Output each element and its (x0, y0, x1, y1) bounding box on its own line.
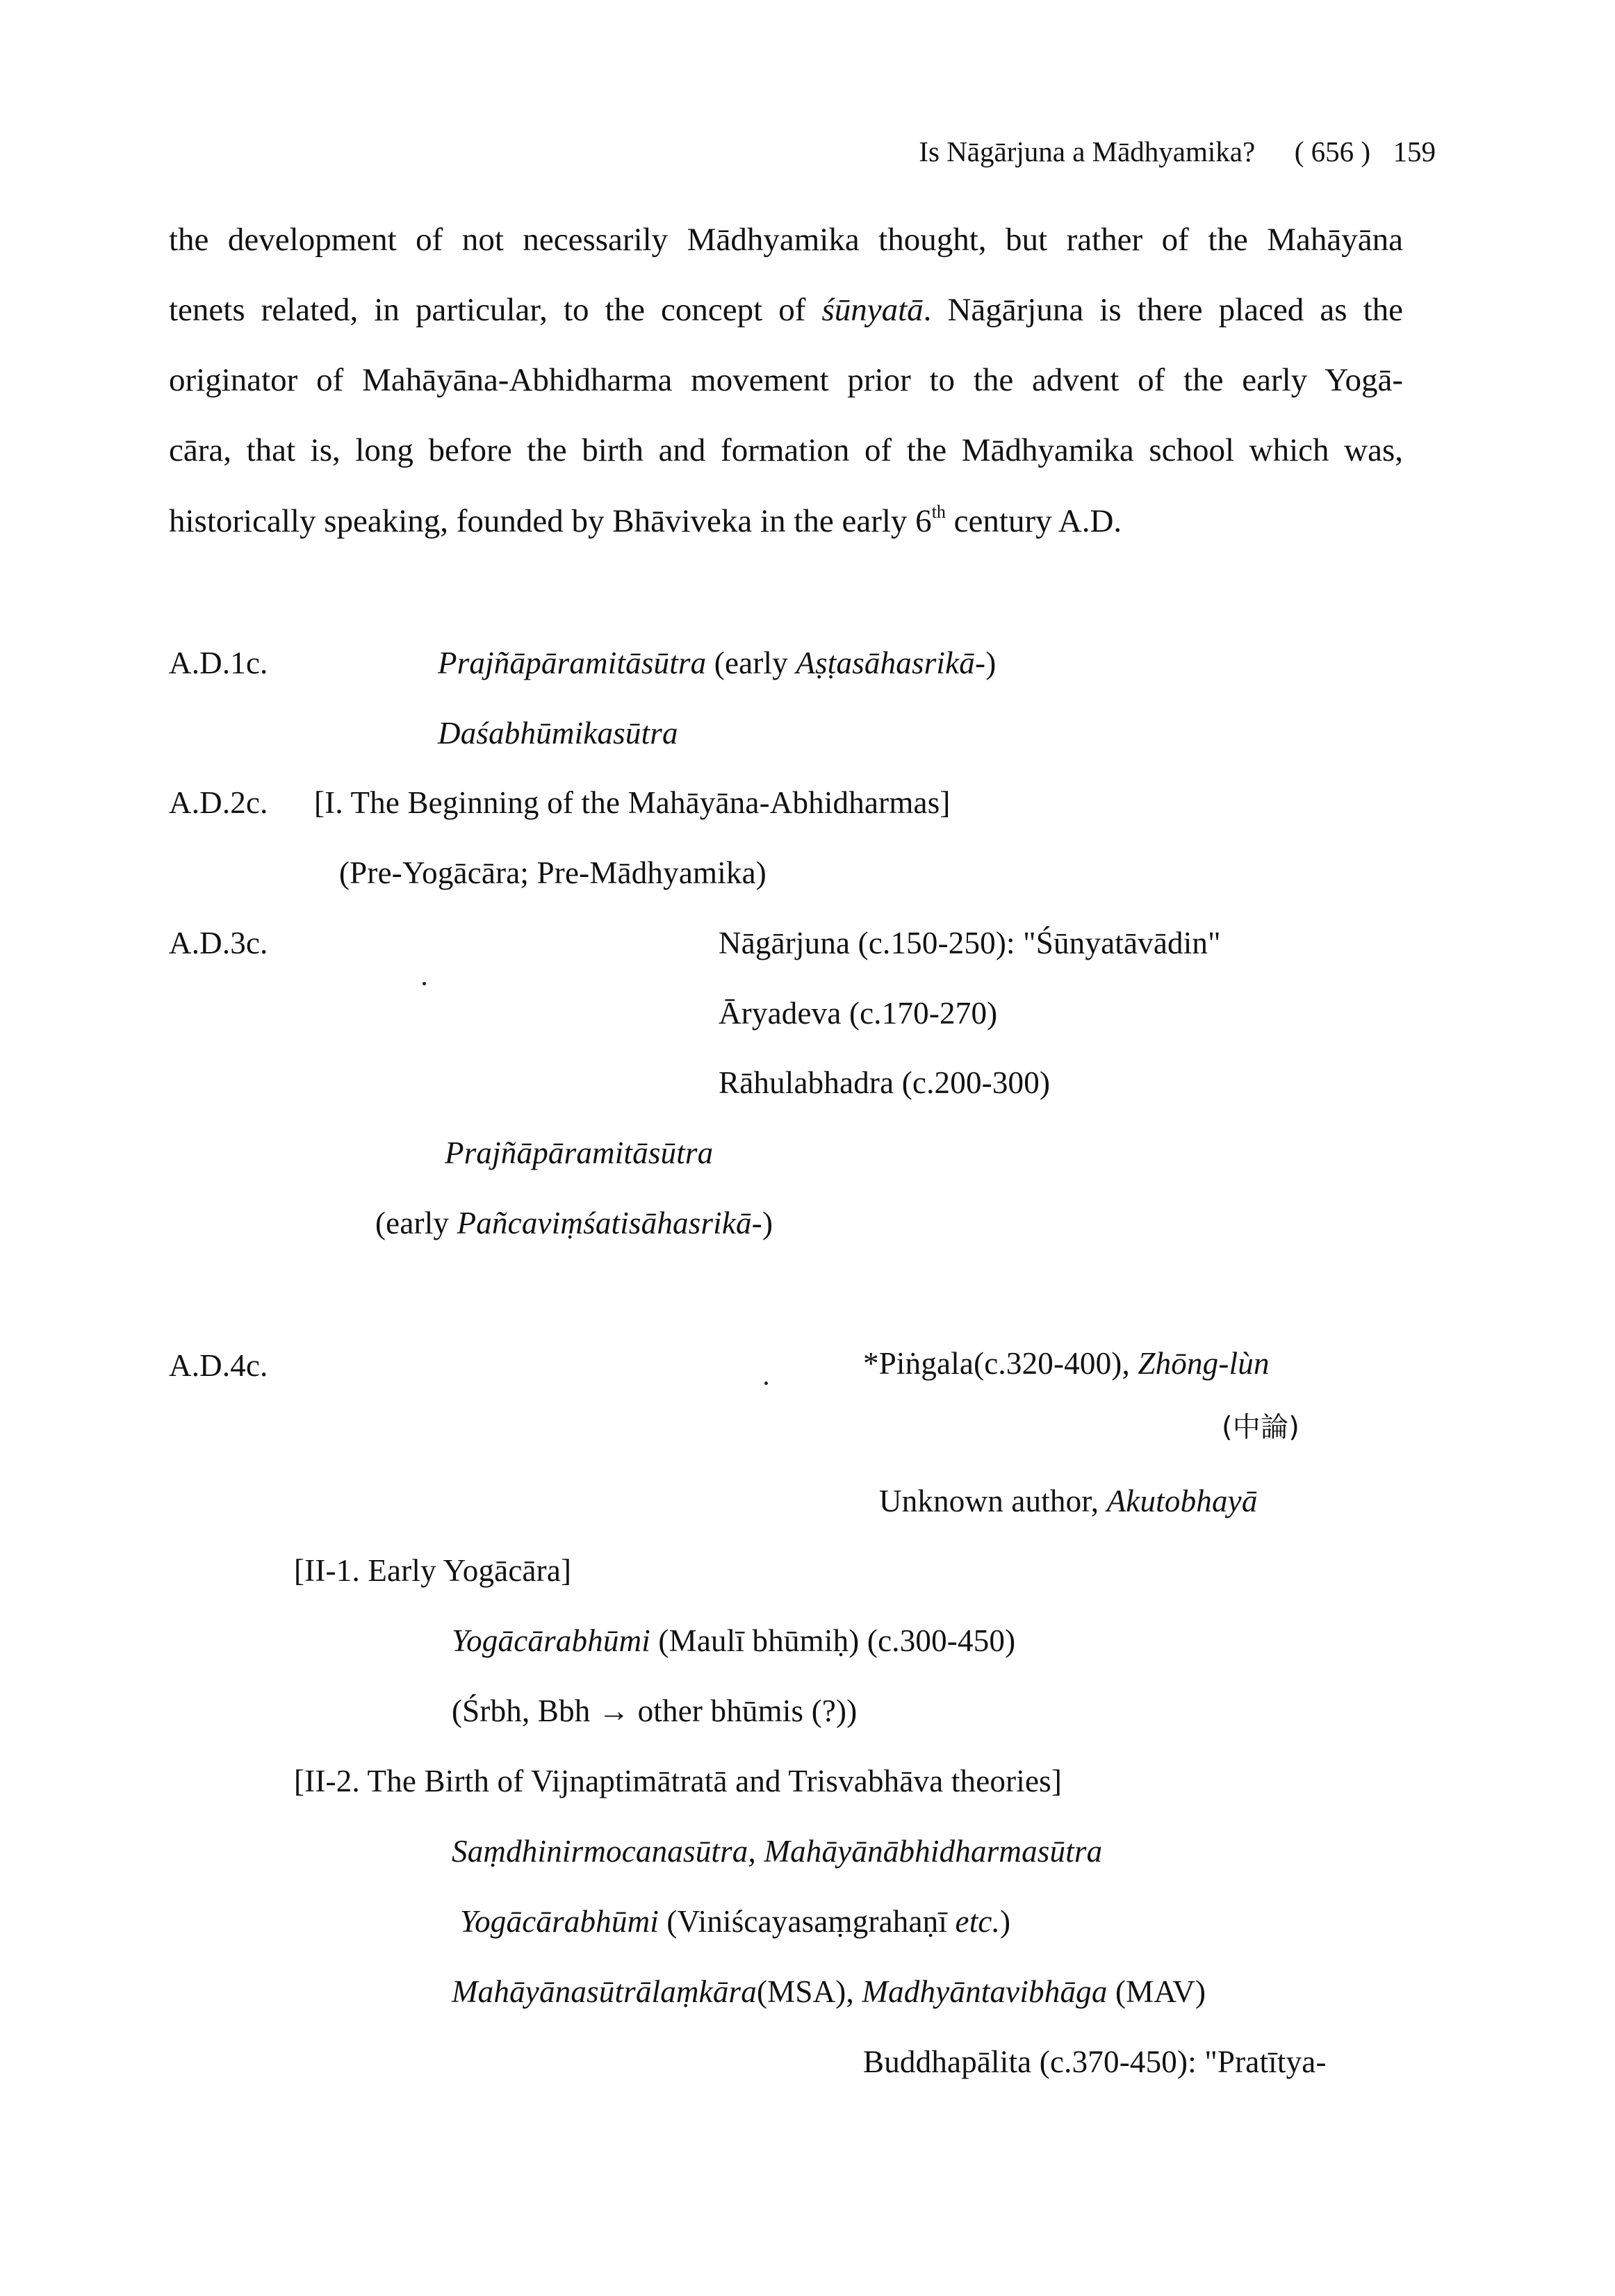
paragraph-line-3: originator of Mahāyāna-Abhidharma movement prior to the advent of the early Yogā- (169, 362, 1403, 398)
ordinal-suffix: th (931, 502, 946, 522)
entry-text: (early (706, 646, 796, 680)
section-heading-II-2: [II-2. The Birth of Vijnaptimātratā and Trisvabhāva theories] (294, 1764, 1063, 1798)
running-title: Is Nāgārjuna a Mādhyamika? (919, 136, 1256, 167)
entry-text: (Maulī bhūmiḥ) (c.300-450) (650, 1623, 1016, 1658)
entry-akutobhaya (879, 1486, 1258, 1517)
term-sunyata: śūnyatā (821, 292, 924, 328)
text-title: Pañcaviṃśatisāhasrikā- (457, 1206, 762, 1240)
entry-aryadeva: Āryadeva (c.170-270) (719, 996, 998, 1031)
entry-text: Unknown author, (879, 1484, 1107, 1518)
entry-yogacarabhumi-viniscaya (460, 1906, 1010, 1937)
paragraph-line-4: cāra, that is, long before the birth and formation of the Mādhyamika school which was, (169, 432, 1403, 468)
text-title: Aṣṭasāhasrikā- (796, 646, 986, 680)
entry-yogacarabhumi-mauli (452, 1625, 1015, 1657)
entry-nagarjuna: Nāgārjuna (c.150-250): "Śūnyatāvādin" (719, 926, 1221, 960)
paragraph-text: tenets related, in particular, to the concept of (169, 292, 822, 328)
century-label-1: A.D.1c. (169, 646, 268, 680)
entry-pingala (863, 1348, 1270, 1379)
entry-text: ) (762, 1206, 773, 1240)
text-title: Yogācārabhūmi (452, 1623, 650, 1658)
entry-text: ) (1000, 1904, 1011, 1939)
scan-speck (764, 1381, 768, 1385)
entry-text: (MSA), (756, 1974, 862, 2009)
entry-text: *Piṅgala(c.320-400), (863, 1346, 1138, 1381)
entry-text: (early (375, 1206, 457, 1240)
entry-dasabhumikasutra: Daśabhūmikasūtra (438, 716, 678, 751)
text-title: Zhōng-lùn (1138, 1346, 1270, 1381)
entry-text: (MAV) (1107, 1974, 1206, 2009)
text-title: Akutobhayā (1106, 1484, 1258, 1518)
entry-samdhinirmocana: Saṃdhinirmocanasūtra, Mahāyānābhidharmasūtra (452, 1834, 1103, 1869)
paragraph-line-2 (169, 294, 1403, 327)
entry-rahulabhadra: Rāhulabhadra (c.200-300) (719, 1065, 1051, 1100)
paragraph-line-5 (169, 502, 1403, 539)
text-title: Yogācārabhūmi (460, 1904, 659, 1939)
section-heading-I: [I. The Beginning of the Mahāyāna-Abhidharmas] (314, 785, 951, 820)
entry-text: (Viniścayasaṃgrahaṇī (658, 1904, 956, 1939)
century-label-2: A.D.2c. (169, 785, 268, 820)
entry-srbh-bbh: (Śrbh, Bbh → other bhūmis (?)) (452, 1694, 858, 1728)
page-number: 159 (1393, 136, 1436, 167)
section-heading-II-1: [II-1. Early Yogācāra] (294, 1553, 572, 1588)
entry-prajnaparamita-early (438, 648, 996, 679)
entry-prajnaparamita-later: Prajñāpāramitāsūtra (445, 1135, 714, 1170)
paragraph-text: historically speaking, founded by Bhāviveka in the early 6 (169, 503, 932, 539)
scan-speck (423, 982, 426, 985)
entry-msa-mav (452, 1976, 1206, 2008)
entry-text: ) (985, 646, 997, 680)
century-label-4: A.D.4c. (169, 1348, 268, 1383)
paragraph-text: century A.D. (945, 503, 1122, 539)
entry-zhonglun-cjk: (中論) (1222, 1411, 1300, 1443)
text-title: Prajñāpāramitāsūtra (438, 646, 707, 680)
paragraph-text: . Nāgārjuna is there placed as the (923, 292, 1403, 328)
section-subheading-I: (Pre-Yogācāra; Pre-Mādhyamika) (339, 855, 766, 890)
text-title: Madhyāntavibhāga (862, 1974, 1108, 2009)
page-ref: ( 656 ) (1294, 136, 1370, 167)
entry-buddhapalita: Buddhapālita (c.370-450): "Pratītya- (863, 2044, 1327, 2079)
entry-pancavimsati (375, 1208, 773, 1239)
text-title: Mahāyānasūtrālaṃkāra (452, 1974, 757, 2009)
century-label-3: A.D.3c. (169, 926, 268, 960)
running-header (919, 135, 1436, 168)
paragraph-line-1: the development of not necessarily Mādhyamika thought, but rather of the Mahāyāna (169, 222, 1403, 258)
entry-text: etc. (955, 1904, 1001, 1939)
